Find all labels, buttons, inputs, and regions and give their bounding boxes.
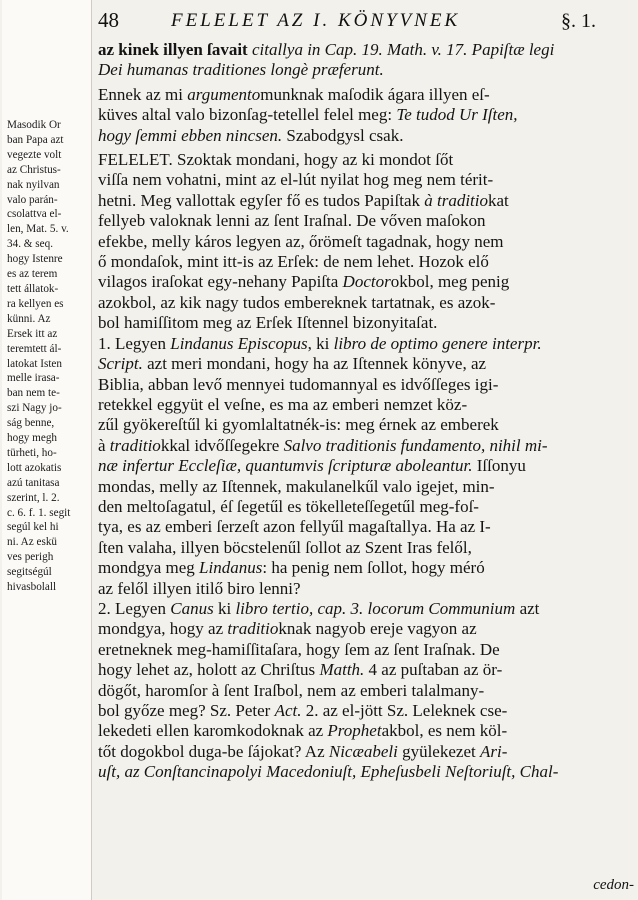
- catchword: cedon-: [593, 877, 634, 893]
- text-line: [98, 354, 638, 374]
- text-run: gyülekezet: [397, 741, 480, 761]
- text-line: bol hamiſſitom meg az Erſek Iſtennel bizonyitaſat.: [98, 313, 438, 333]
- text-run: Doctor: [342, 272, 391, 292]
- margin-note-line: szi Nagy jo-: [7, 402, 62, 415]
- text-line: dögőt, haromſor à ſent Iraſbol, nem az emberi talalmany-: [98, 680, 485, 700]
- margin-note-line: ban Papa azt: [7, 133, 64, 146]
- text-run: Prophet: [327, 721, 382, 741]
- margin-note-line: segúl kel hi: [7, 521, 59, 534]
- margin-note-line: türheti, ho-: [7, 446, 57, 459]
- text-run: traditio: [109, 435, 161, 455]
- text-line: [98, 701, 638, 721]
- margin-note-line: tett állatok-: [7, 282, 59, 295]
- text-line: az felől illyen itilő biro lenni?: [98, 578, 301, 598]
- text-run: uſt, az Conſtancinapolyi Macedoniuſt, Epheſusbeli Neſtoriuſt,: [98, 762, 516, 782]
- text-run: mondgya, hogy az: [98, 619, 228, 639]
- text-run: az kinek illyen ſavait: [98, 40, 252, 59]
- text-run: vilagos iraſokat egy-nehany Papiſta: [98, 272, 343, 292]
- text-line: mondas, melly az Iſtennek, makulanelkűl valo igejet, min-: [98, 476, 495, 496]
- text-run: næ infertur Eccleſiæ, quantumvis ſcripturæ aboleantur.: [98, 456, 473, 476]
- text-line: ő mondaſok, mint itt-is az Erſek: de nem lehet. Hozok elő: [98, 252, 489, 272]
- margin-note-line: melle irasa-: [7, 372, 60, 385]
- margin-note-line: c. 6. f. 1. segit: [7, 506, 71, 519]
- text-line: azokbol, az kik nagy tudos embereknek tartatnak, es azok-: [98, 292, 496, 312]
- text-run: : ha penig nem ſollot, hogy méró: [262, 558, 485, 578]
- text-run: tőt dogokbol duga-be ſájokat? Az: [98, 741, 329, 761]
- text-run: azt meri mondani, hogy ha az Iſtennek könyve, az: [142, 354, 487, 374]
- text-line: fellyeb valoknak lenni az ſent Iraſnal. De vőven maſokon: [98, 211, 486, 231]
- text-line: [98, 660, 638, 680]
- text-run: hogy ſemmi ebben nincsen.: [98, 125, 283, 145]
- text-line: [98, 126, 638, 146]
- margin-note-line: Ersek itt az: [7, 327, 58, 340]
- text-run: libro de optimo genere interpr.: [333, 333, 542, 353]
- margin-note-line: hogy Istenre: [7, 253, 63, 266]
- margin-note-line: csolattva el-: [7, 208, 62, 221]
- margin-note-line: lott azokatis: [7, 461, 62, 474]
- text-line: [98, 105, 638, 125]
- text-run: akbol, es nem köl-: [381, 721, 508, 741]
- text-run: hetni. Meg vallottak egyſer fő es tudos Papiſtak: [98, 190, 425, 210]
- text-run: mondgya meg: [98, 558, 200, 578]
- text-run: munknak maſodik ágara illyen eſ-: [260, 84, 490, 104]
- text-line: [98, 762, 638, 782]
- text-run: Lindanus Episcopus: [170, 333, 308, 353]
- text-line: zűl gyökereſtűl ki gyomlaltatnék-is: meg érnek az emberek: [98, 415, 499, 435]
- margin-note: [7, 118, 93, 595]
- text-run: 1. Legyen: [98, 333, 171, 353]
- text-run: Ennek az mi: [98, 84, 188, 104]
- text-run: à traditio: [424, 190, 489, 210]
- margin-note-line: ves perigh: [7, 551, 54, 564]
- text-run: okbol, meg penig: [390, 272, 510, 292]
- margin-note-line: Masodik Or: [7, 119, 61, 131]
- margin-note-line: az Christus-: [7, 163, 61, 176]
- text-run: azt: [515, 598, 540, 618]
- margin-note-line: 34. & seq.: [7, 238, 53, 251]
- running-head: [96, 4, 636, 34]
- text-run: bol győze meg? Sz. Peter: [98, 701, 275, 720]
- text-run: 2. Legyen: [98, 598, 171, 618]
- text-line: [98, 272, 638, 292]
- text-line: [98, 558, 638, 578]
- page-number: 48: [98, 8, 119, 32]
- text-line: Biblia, abban levő mennyei tudomannyal es idvőſſeges igi-: [98, 374, 499, 394]
- text-run: ki: [213, 598, 236, 618]
- text-line: [98, 334, 638, 354]
- text-run: Szabodgysl csak.: [282, 125, 404, 145]
- margin-note-line: ra kellyen es: [7, 297, 64, 310]
- margin-note-line: hogy megh: [7, 432, 58, 445]
- text-line: [98, 436, 638, 456]
- text-run: küves altal valo bizonſag-tetellel felel meg:: [98, 105, 397, 125]
- margin-note-line: teremtett ál-: [7, 342, 62, 355]
- text-run: argumento: [187, 84, 261, 104]
- text-run: Lindanus: [199, 558, 263, 578]
- text-line: ſten valaha, illyen böcstelenűl ſollot az Szent Iras felől,: [98, 537, 472, 557]
- text-line: Dei humanas traditiones longè præferunt.: [98, 60, 384, 80]
- text-line: viſſa nem vohatni, mint az el-lút nyilat hog meg nem térit-: [98, 170, 494, 190]
- text-line: eretneknek meg-hamiſſitaſara, hogy ſem az ſent Iraſnak. De: [98, 639, 500, 659]
- main-text: [98, 40, 638, 783]
- margin-note-line: latokat Isten: [7, 357, 62, 370]
- section-mark: §. 1.: [561, 10, 596, 32]
- text-run: lekedeti ellen karomkodoknak az: [98, 721, 328, 741]
- margin-note-line: ni. Az eskü: [7, 536, 58, 549]
- margin-note-line: künni. Az: [7, 312, 51, 325]
- text-run: Salvo traditionis fundamento, nihil mi-: [283, 435, 548, 455]
- text-run: Te tudod Ur Iſten,: [396, 105, 518, 125]
- text-line: retekkel eggyüt el veſne, es ma az emberi nemzet köz-: [98, 394, 468, 414]
- text-line: efekbe, melly káros legyen az, őrömeſt tagadnak, hogy nem: [98, 231, 504, 251]
- margin-note-line: szerint, l. 2.: [7, 491, 60, 504]
- text-run: Nicæabeli: [328, 741, 398, 761]
- text-line: [98, 721, 638, 741]
- text-line: [98, 742, 638, 762]
- text-run: , ki: [307, 333, 334, 353]
- text-line: [98, 40, 638, 60]
- text-line: [98, 619, 638, 639]
- margin-note-line: vegezte volt: [7, 148, 62, 161]
- text-run: hogy lehet az, holott az Chriſtus: [98, 660, 320, 680]
- margin-note-line: nak nyilvan: [7, 178, 60, 191]
- text-line: [98, 599, 638, 619]
- text-run: 2. az el-jött Sz. Leleknek cse-: [301, 701, 508, 720]
- text-line: den meltoſagatul, éſ ſegetűl es tökelleteſſegetűl meg-foſ-: [98, 496, 479, 516]
- running-title: FELELET AZ I. KÖNYVNEK: [171, 10, 461, 31]
- text-line: [98, 456, 638, 476]
- text-line: tya, es az emberi ſerzeſt azon fellyűl magaſtallya. Ha az I-: [98, 517, 491, 537]
- text-run: Ari-: [479, 741, 508, 761]
- text-run: kkal idvőſſegekre: [160, 435, 284, 455]
- text-line: FELELET. Szoktak mondani, hogy az ki mondot ſőt: [98, 150, 454, 170]
- text-line: [98, 191, 638, 211]
- text-run: Iſſonyu: [472, 456, 526, 476]
- text-run: Chal-: [515, 762, 559, 782]
- margin-note-line: segitségúl: [7, 566, 52, 579]
- text-run: à: [98, 435, 110, 455]
- margin-note-line: valo parán-: [7, 193, 58, 206]
- text-run: Matth.: [319, 660, 365, 680]
- text-run: 4 az puſtaban az ör-: [364, 660, 503, 680]
- text-run: citallya in Cap. 19. Math. v. 17. Papiſtæ legi: [251, 40, 555, 59]
- text-run: Act.: [274, 701, 302, 720]
- margin-note-line: ban nem te-: [7, 387, 60, 400]
- margin-note-line: hivasbolall: [7, 581, 57, 594]
- text-run: traditio: [227, 619, 279, 639]
- text-run: Script.: [98, 354, 143, 374]
- margin-note-line: ság benne,: [7, 417, 55, 430]
- text-line: [98, 85, 638, 105]
- margin-note-line: es az terem: [7, 268, 58, 281]
- margin-note-line: len, Mat. 5. v.: [7, 223, 69, 236]
- margin-note-line: azú tanitasa: [7, 476, 60, 489]
- margin-panel: [2, 0, 92, 900]
- text-run: libro tertio, cap. 3. locorum Communium: [235, 598, 516, 618]
- text-run: kat: [488, 190, 509, 210]
- text-run: Canus: [170, 598, 214, 618]
- text-run: knak nagyob ereje vagyon az: [278, 619, 477, 639]
